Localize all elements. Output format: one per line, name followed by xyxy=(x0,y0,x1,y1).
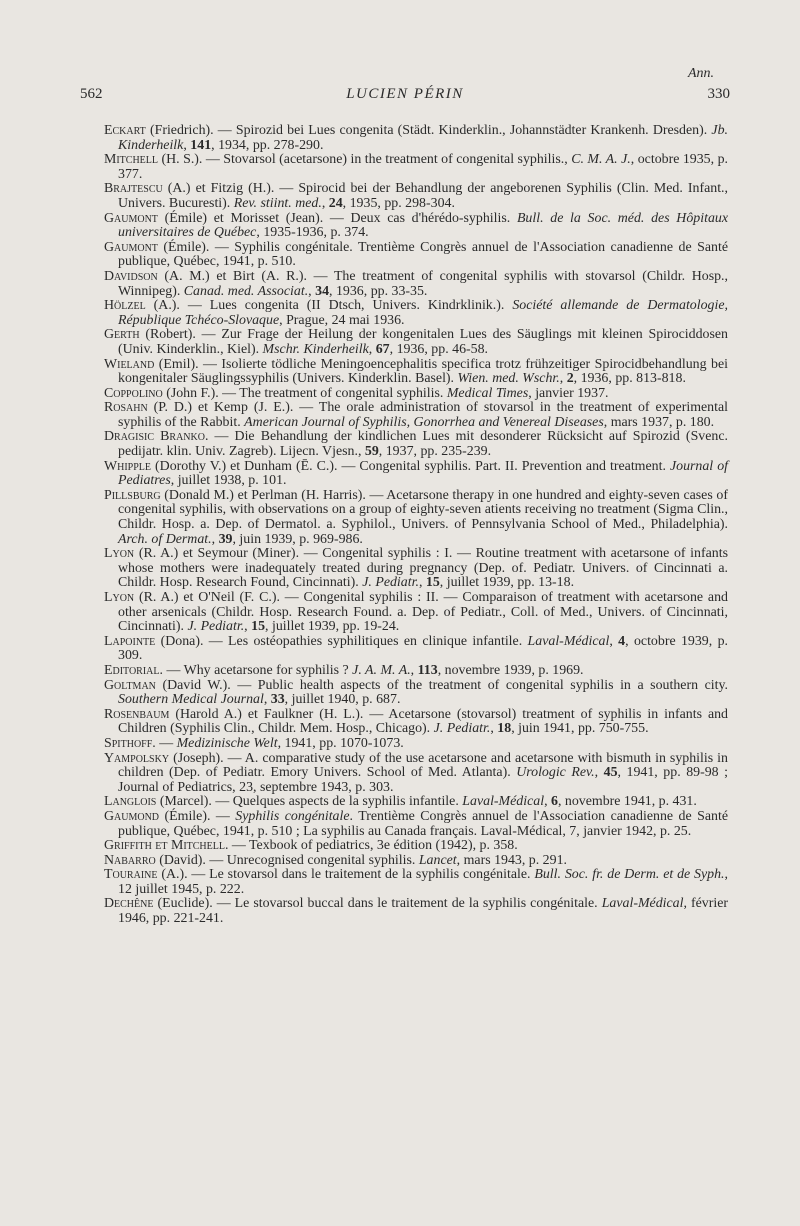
entry-volume: 39 xyxy=(218,531,233,547)
entry-details: janvier 1937. xyxy=(535,385,609,401)
bibliography-entry xyxy=(104,299,728,328)
entry-text: (Euclide). — Le stovarsol buccal dans le traitement de la syphilis congénitale. xyxy=(153,896,602,912)
entry-volume: 15 xyxy=(425,575,440,591)
bibliography-entry xyxy=(104,547,728,591)
entry-author: Lapointe xyxy=(104,633,156,649)
entry-author: Brajtescu xyxy=(104,181,163,197)
entry-details: mars 1937, p. 180. xyxy=(610,414,715,430)
entry-separator: , xyxy=(211,531,219,547)
entry-separator: , xyxy=(277,735,285,751)
entry-text: . — Texbook of pediatrics, 3e édition (1942), p. 358. xyxy=(224,838,518,854)
entry-journal: C. M. A. J. xyxy=(571,152,631,168)
entry-journal: Wien. med. Wschr. xyxy=(457,371,560,387)
bibliography-entry xyxy=(104,795,728,810)
running-title: LUCIEN PÉRIN xyxy=(346,86,464,102)
bibliography-entry xyxy=(104,182,728,211)
entry-journal: J. Pediatr. xyxy=(362,575,419,591)
bibliography-entry xyxy=(104,854,728,869)
entry-details: , 1935, pp. 298-304. xyxy=(342,195,455,211)
entry-volume: 113 xyxy=(417,662,438,678)
entry-separator: , xyxy=(594,765,604,781)
entry-journal: J. Pediatr. xyxy=(187,619,245,635)
entry-text: . — Die Behandlung der kindlichen Lues mit desonderer Rücksicht auf Spirozid (Svenc. pedijatr. klin. Univ. Zagreb). Lijecn. Vjesn., xyxy=(118,429,728,460)
entry-journal: Urologic Rev. xyxy=(516,765,595,781)
entry-journal: Société allemande de Dermatologie, République Tchéco-Slovaque xyxy=(118,298,728,328)
entry-text: (Robert). — Zur Frage der Heilung der kongenitalen Lues des Säuglings mit kleinen Spirociddosen (Univ. Kinderklin., Kiel). xyxy=(118,327,728,357)
bibliography-entry xyxy=(104,839,728,854)
entry-journal: Jb. Kinderheilk xyxy=(118,123,728,153)
entry-separator: , xyxy=(528,385,536,401)
bibliography-entry xyxy=(104,737,728,752)
entry-author: Pillsburg xyxy=(104,487,161,503)
entry-separator: , xyxy=(559,371,567,387)
entry-text: (A.). — Lues congenita (II Dtsch, Univers. Kindrklinik.). xyxy=(145,298,513,314)
entry-journal: J. A. M. A. xyxy=(352,662,411,678)
entry-separator: , xyxy=(256,225,264,241)
bibliography-entry xyxy=(104,241,728,270)
entry-details: juillet 1938, p. 101. xyxy=(177,473,287,489)
bibliography-entry xyxy=(104,153,728,182)
entry-text: (Émile). — Syphilis congénitale. Trentième Congrès annuel de l'Association canadienne de Santé publique, Québec, 1941, p. 510. xyxy=(118,239,728,270)
bibliography-entry xyxy=(104,212,728,241)
bibliography-entry xyxy=(104,328,728,357)
entry-author: Gaumont xyxy=(104,239,158,255)
entry-text: (David W.). — Public health aspects of the treatment of congenital syphilis in a southern city. xyxy=(155,677,728,693)
entry-text: (H. S.). — Stovarsol (acetarsone) in the treatment of congenital syphilis., xyxy=(158,152,572,168)
entry-volume: 59 xyxy=(364,444,379,460)
entry-volume: 2 xyxy=(566,371,574,387)
section-reference: 330 xyxy=(707,86,730,102)
entry-details: , juillet 1939, pp. 13-18. xyxy=(439,575,575,591)
entry-journal: Journal of Pediatres xyxy=(118,458,728,489)
entry-text: (John F.). — The treatment of congenital syphilis. xyxy=(162,385,447,401)
entry-text: (Dorothy V.) et Dunham (Ē. C.). — Congenital syphilis. Part. II. Prevention and treatment. xyxy=(151,458,670,474)
entry-text: (Donald M.) et Perlman (H. Harris). — Acetarsone therapy in one hundred and eighty-seven cases of congenital syphilis, with observations on a group of eighty-seven atients receiving no treatment (Sigma Clin., Childr. Hosp. a. Dep. of Dermatol. a. Syphilol., Univers. of Pennsylvania School of Med., Philadelphia). xyxy=(118,487,728,533)
entry-separator: , xyxy=(321,195,329,211)
entry-details: , 1934, pp. 278-290. xyxy=(211,137,324,153)
entry-author: Yampolsky xyxy=(104,750,170,766)
entry-journal: Laval-Médical xyxy=(601,896,684,912)
bibliography-entry xyxy=(104,430,728,459)
bibliography-entry xyxy=(104,358,728,387)
bibliography-entry xyxy=(104,897,728,926)
entry-journal: Bull. Soc. fr. de Derm. et de Syph. xyxy=(534,867,725,883)
entry-separator: , xyxy=(170,473,178,489)
bibliography-entry xyxy=(104,489,728,547)
entry-separator: , xyxy=(630,152,638,168)
entry-volume: 6 xyxy=(551,794,558,810)
bibliography-entry xyxy=(104,401,728,430)
entry-journal: J. Pediatr. xyxy=(433,721,491,737)
entry-details: , 1936, pp. 46-58. xyxy=(389,341,489,357)
entry-separator: . xyxy=(349,808,359,824)
entry-separator: , xyxy=(490,721,498,737)
bibliography-list xyxy=(104,124,728,927)
entry-text: (Friedrich). — Spirozid bei Lues congenita (Städt. Kinderklin., Johannstädter Krankenh. Dresden). xyxy=(145,123,712,138)
entry-text: (Emil). — Isolierte tödliche Meningoencephalitis specifica trotz frühzeitiger Spirocidbehandlung bei kongenitaler Säuglingssyphilis (Univers. Kinderklin. Basel). xyxy=(118,356,728,387)
entry-text: (P. D.) et Kemp (J. E.). — The orale administration of stovarsol in the treatment of experimental syphilis of the Rabbit. xyxy=(118,400,728,430)
entry-author: Langlois xyxy=(104,794,157,810)
entry-volume: 141 xyxy=(190,137,212,153)
entry-text: (A. M.) et Birt (A. R.). — The treatment of congenital syphilis with stovarsol (Childr. Hosp., Winnipeg). xyxy=(118,268,728,299)
entry-volume: 67 xyxy=(375,341,390,357)
entry-separator: , xyxy=(609,633,619,649)
entry-separator: , xyxy=(418,575,426,591)
entry-separator: , xyxy=(410,662,418,678)
bibliography-entry xyxy=(104,664,728,679)
entry-author: Editorial xyxy=(104,662,160,678)
entry-details: mars 1943, p. 291. xyxy=(463,852,567,868)
entry-separator: , xyxy=(724,867,728,883)
entry-journal: Medizinische Welt xyxy=(176,735,278,751)
bibliography-entry xyxy=(104,679,728,708)
entry-journal: Syphilis congénitale xyxy=(235,808,350,824)
entry-author: Lyon xyxy=(104,546,135,562)
bibliography-entry xyxy=(104,708,728,737)
entry-text: . — Why acetarsone for syphilis ? xyxy=(159,662,353,678)
bibliography-entry xyxy=(104,752,728,796)
entry-author: Dragisic Branko xyxy=(104,429,205,445)
entry-text: (David). — Unrecognised congenital syphilis. xyxy=(155,852,419,868)
bibliography-entry xyxy=(104,124,728,153)
entry-text: (Joseph). — A. comparative study of the use acetarsone and acetarsone with bismuth in syphilis in children (Dep. of Pediatr. Emory Univers. School of Med. Atlanta). xyxy=(118,750,728,781)
entry-author: Eckart xyxy=(104,123,146,138)
entry-author: Gaumont xyxy=(104,210,158,226)
entry-text: (A.). — Le stovarsol dans le traitement de la syphilis congénitale. xyxy=(157,867,535,883)
entry-text: (A.) et Fitzig (H.). — Spirocid bei der Behandlung der angeborenen Syphilis (Clin. Med. Infant., Univers. Bucuresti). xyxy=(118,181,728,211)
entry-details: , 1936, pp. 813-818. xyxy=(573,371,686,387)
entry-author: Coppolino xyxy=(104,385,163,401)
entry-volume: 33 xyxy=(270,692,285,708)
entry-author: Spithoff xyxy=(104,735,153,751)
bibliography-entry xyxy=(104,810,728,839)
entry-author: Lyon xyxy=(104,590,135,605)
entry-separator: , xyxy=(183,137,191,153)
entry-details: Trentième Congrès annuel de l'Association canadienne de Santé publique, Québec, 1941, p. 510 ; La syphilis au Canada français. Laval-Médical, 7, janvier 1942, p. 25. xyxy=(118,808,728,839)
entry-author: Mitchell xyxy=(104,152,159,168)
entry-author: Griffith et Mitchell xyxy=(104,838,225,854)
page-number: 562 xyxy=(80,86,103,102)
entry-separator: , xyxy=(244,619,252,635)
entry-author: Goltman xyxy=(104,677,156,693)
entry-separator: , xyxy=(263,692,271,708)
margin-annotation: Ann. xyxy=(688,66,715,81)
entry-author: Touraine xyxy=(104,867,158,883)
entry-author: Gaumond xyxy=(104,808,160,824)
entry-details: , octobre 1939, p. 309. xyxy=(118,633,729,664)
entry-author: Hölzel xyxy=(104,298,146,314)
entry-journal: Laval-Médical xyxy=(462,794,545,810)
entry-journal: Southern Medical Journal xyxy=(118,692,264,708)
entry-volume: 24 xyxy=(328,195,343,211)
entry-details: 1935-1936, p. 374. xyxy=(263,225,369,241)
entry-details: 12 juillet 1945, p. 222. xyxy=(118,881,245,897)
entry-journal: Bull. de la Soc. méd. des Hôpitaux universitaires de Québec xyxy=(118,210,728,241)
entry-separator: , xyxy=(544,794,552,810)
entry-text: (Émile). — xyxy=(159,808,236,824)
bibliography-entry xyxy=(104,387,728,402)
entry-volume: 34 xyxy=(315,283,330,299)
entry-volume: 15 xyxy=(251,619,266,635)
entry-author: Gerth xyxy=(104,327,140,343)
bibliography-entry xyxy=(104,591,728,635)
entry-journal: Lancet xyxy=(418,852,457,868)
entry-journal: Medical Times xyxy=(446,385,529,401)
entry-text: (Dona). — Les ostéopathies syphilitiques en clinique infantile. xyxy=(155,633,528,649)
entry-details: février 1946, pp. 221-241. xyxy=(118,896,728,927)
entry-separator: , xyxy=(456,852,464,868)
bibliography-entry xyxy=(104,868,728,897)
entry-text: (Émile) et Morisset (Jean). — Deux cas d'hérédo-syphilis. xyxy=(157,210,517,226)
entry-details: , 1941, pp. 89-98 ; Journal of Pediatrics, 23, septembre 1943, p. 303. xyxy=(118,765,728,795)
entry-journal: Mschr. Kinderheilk xyxy=(262,341,369,357)
entry-author: Wieland xyxy=(104,356,155,372)
entry-author: Davidson xyxy=(104,268,158,284)
entry-text: (R. A.) et Seymour (Miner). — Congenital syphilis : I. — Routine treatment with acetarsone of infants whose mothers were inadequately treated during pregnancy (Dep. of. Pediatr. Univers. of Cincinnati a. Childr. Hosp. Research Found, Cincinnati). xyxy=(118,546,728,591)
page-header xyxy=(80,86,730,108)
entry-separator: , xyxy=(683,896,691,912)
entry-details: , juin 1941, pp. 750-755. xyxy=(511,721,649,737)
entry-volume: 45 xyxy=(603,765,618,781)
entry-separator: , xyxy=(368,341,376,357)
entry-separator: , xyxy=(603,414,611,430)
entry-separator: , xyxy=(279,312,287,328)
entry-journal: Arch. of Dermat. xyxy=(118,531,212,547)
entry-author: Dechêne xyxy=(104,896,154,912)
bibliography-entry xyxy=(104,460,728,489)
bibliography-entry xyxy=(104,635,728,664)
entry-author: Rosenbaum xyxy=(104,706,170,722)
entry-details: Prague, 24 mai 1936. xyxy=(286,312,405,328)
entry-details: , juin 1939, p. 969-986. xyxy=(232,531,363,547)
entry-details: , 1937, pp. 235-239. xyxy=(378,444,492,460)
entry-details: 1941, pp. 1070-1073. xyxy=(284,735,404,751)
entry-details: , 1936, pp. 33-35. xyxy=(329,283,428,299)
entry-details: octobre 1935, p. 377. xyxy=(118,152,728,182)
entry-author: Rosahn xyxy=(104,400,148,416)
entry-journal: American Journal of Syphilis, Gonorrhea and Venereal Diseases xyxy=(244,414,604,430)
entry-details: , novembre 1941, p. 431. xyxy=(557,794,697,810)
entry-separator: , xyxy=(308,283,316,299)
entry-text: (Harold A.) et Faulkner (H. L.). — Acetarsone (stovarsol) treatment of syphilis in infants and Children (Syphilis Clin., Childr. Mem. Hosp., Chicago). xyxy=(118,706,728,737)
entry-journal: Laval-Médical xyxy=(527,633,610,649)
entry-details: , novembre 1939, p. 1969. xyxy=(437,662,584,678)
entry-text: (Marcel). — Quelques aspects de la syphilis infantile. xyxy=(156,794,463,810)
entry-author: Whipple xyxy=(104,458,152,474)
entry-details: , juillet 1940, p. 687. xyxy=(284,692,401,708)
entry-journal: Rev. stiint. med. xyxy=(233,195,322,211)
entry-text: (R. A.) et O'Neil (F. C.). — Congenital syphilis : II. — Comparaison of treatment with acetarsone and other arsenicals (Childr. Hosp. Research Found. a. Dep. of Pediatr., Coll. of Med., Univers. of Cincinnati, Cincinnati). xyxy=(118,590,728,635)
entry-volume: 4 xyxy=(618,633,626,649)
entry-volume: 18 xyxy=(497,721,512,737)
entry-text: . — xyxy=(152,735,177,751)
entry-journal: Canad. med. Associat. xyxy=(183,283,309,299)
entry-details: , juillet 1939, pp. 19-24. xyxy=(265,619,400,635)
entry-author: Nabarro xyxy=(104,852,156,868)
bibliography-entry xyxy=(104,270,728,299)
